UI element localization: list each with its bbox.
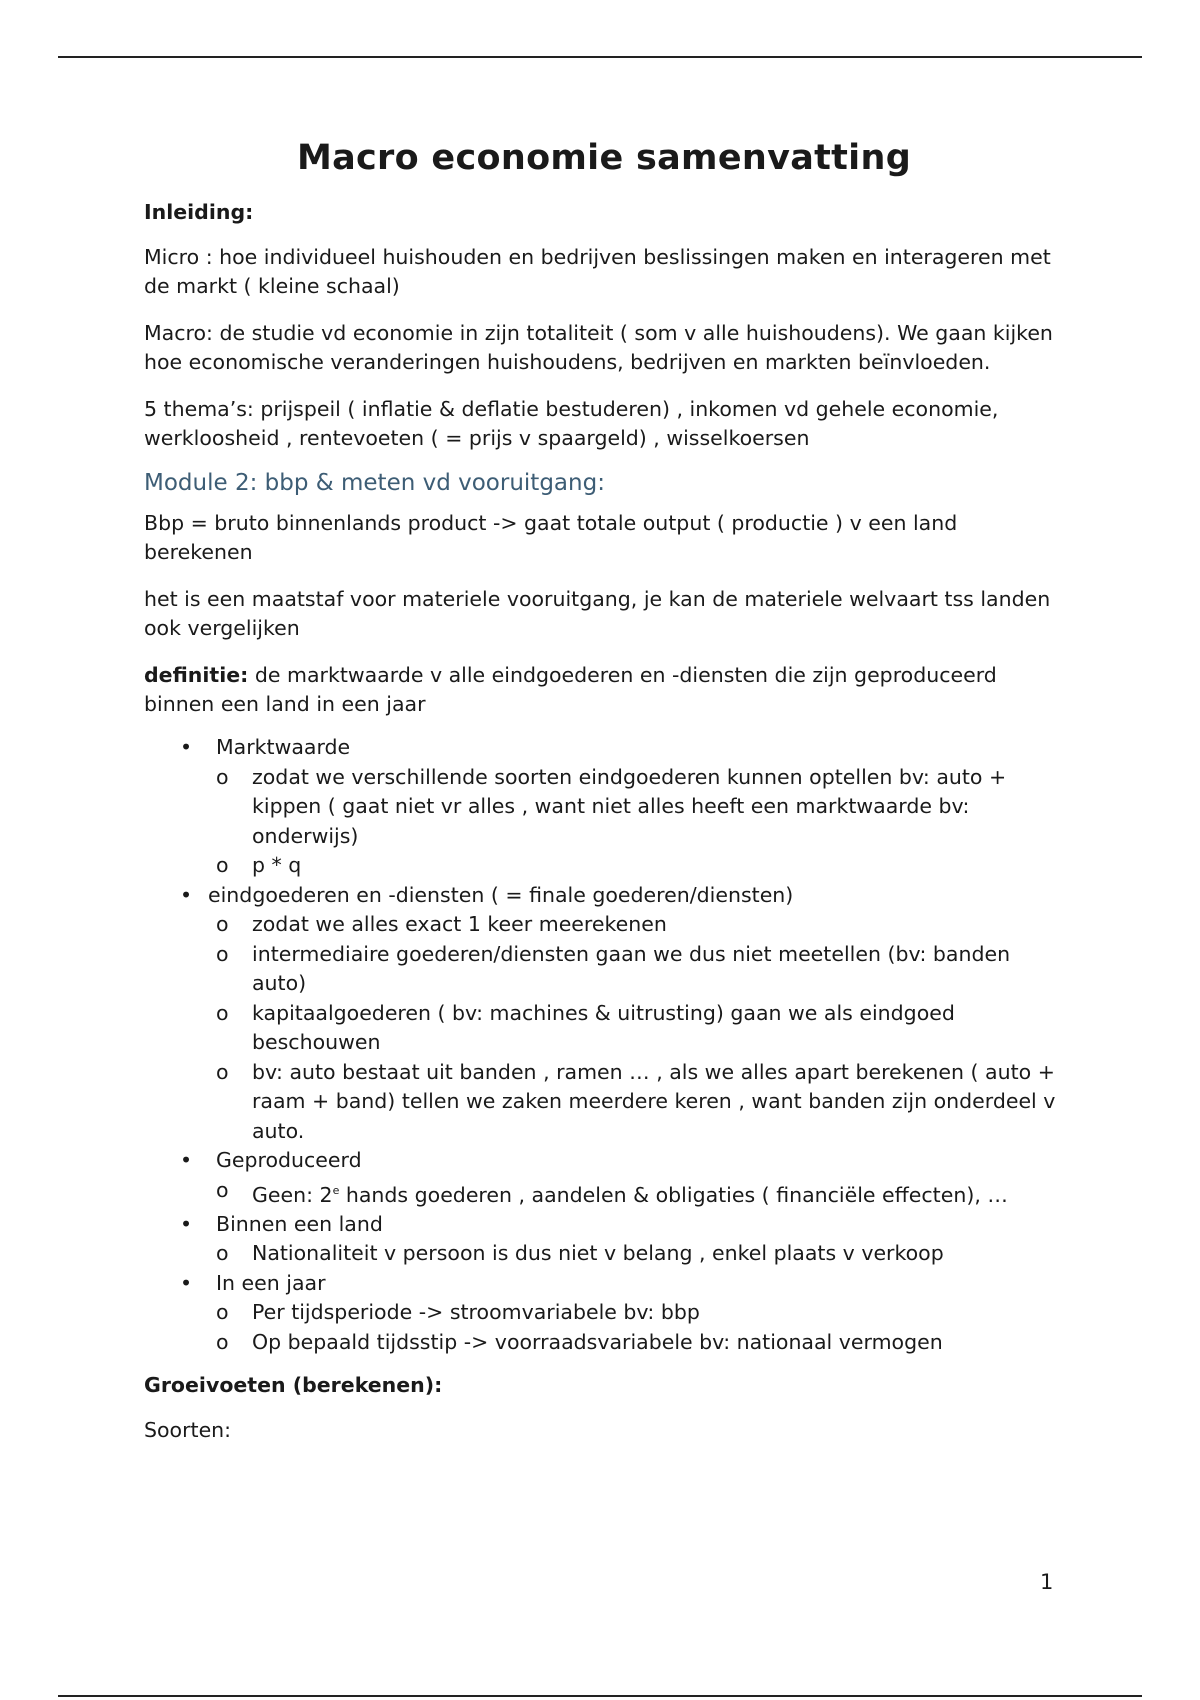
sub-list [216, 763, 1064, 881]
sub-list-item: o zodat we verschillende soorten eindgoederen kunnen optellen bv: auto + kippen ( gaat niet vr alles , want niet alles heeft een marktwaarde bv: onderwijs) [216, 763, 1064, 852]
list-item [144, 1146, 1064, 1210]
sub-list-item: o Geen: 2e hands goederen , aandelen & obligaties ( financiële effecten), … [216, 1176, 1064, 1210]
definition-text: de marktwaarde v alle eindgoederen en -diensten die zijn geproduceerd binnen een land in een jaar [144, 663, 997, 716]
sub-list [216, 910, 1064, 1146]
sub-list-item: o intermediaire goederen/diensten gaan we dus niet meetellen (bv: banden auto) [216, 940, 1064, 999]
growth-heading: Groeivoeten (berekenen): [144, 1373, 443, 1398]
definition-bullet-list [144, 733, 1064, 1357]
module2-paragraph-maatstaf: het is een maatstaf voor materiele vooruitgang, je kan de materiele welvaart tss landen ook vergelijken [144, 587, 1051, 640]
sub-list [216, 1176, 1064, 1210]
sub-list-item: o Op bepaald tijdsstip -> voorraadsvariabele bv: nationaal vermogen [216, 1328, 1064, 1358]
sub-list-item: o zodat we alles exact 1 keer meerekenen [216, 910, 1064, 940]
list-item [144, 1210, 1064, 1269]
sub-list [216, 1298, 1064, 1357]
bullet-label: In een jaar [216, 1270, 326, 1295]
intro-heading: Inleiding: [144, 200, 254, 224]
sub-list-item: o p * q [216, 851, 1064, 881]
intro-paragraph-macro: Macro: de studie vd economie in zijn totaliteit ( som v alle huishoudens). We gaan kijken hoe economische veranderingen huishoudens, bedrijven en markten beïnvloeden. [144, 321, 1053, 374]
document-title: Macro economie samenvatting [296, 138, 912, 178]
sub-list [216, 1239, 1064, 1269]
intro-paragraph-themes: 5 thema’s: prijspeil ( inflatie & deflatie bestuderen) , inkomen vd gehele economie, werkloosheid , rentevoeten ( = prijs v spaargeld) , wisselkoersen [144, 397, 999, 450]
list-item [144, 1269, 1064, 1358]
sub-list-item: o bv: auto bestaat uit banden , ramen … , als we alles apart berekenen ( auto + raam + band) tellen we zaken meerdere keren , want banden zijn onderdeel v auto. [216, 1058, 1064, 1147]
growth-sorts: Soorten: [144, 1418, 232, 1443]
module2-paragraph-bbp: Bbp = bruto binnenlands product -> gaat totale output ( productie ) v een land berekenen [144, 511, 958, 564]
document-page [144, 138, 1064, 1463]
sub-list-item: o kapitaalgoederen ( bv: machines & uitrusting) gaan we als eindgoed beschouwen [216, 999, 1064, 1058]
sub-list-item: o Nationaliteit v persoon is dus niet v belang , enkel plaats v verkoop [216, 1239, 1064, 1269]
bottom-rule [58, 1695, 1142, 1697]
list-item [144, 733, 1064, 881]
intro-paragraph-micro: Micro : hoe individueel huishouden en bedrijven beslissingen maken en interageren met de markt ( kleine schaal) [144, 245, 1051, 298]
top-rule [58, 56, 1142, 58]
page-number: 1 [1040, 1570, 1054, 1594]
module2-heading: Module 2: bbp & meten vd vooruitgang: [144, 470, 605, 496]
definition-label: definitie: [144, 663, 249, 687]
bullet-label: Geproduceerd [216, 1148, 362, 1172]
sub-list-item: o Per tijdsperiode -> stroomvariabele bv: bbp [216, 1298, 1064, 1328]
definition-paragraph [144, 661, 1064, 719]
bullet-label: Binnen een land [216, 1211, 383, 1236]
bullet-label: Marktwaarde [216, 735, 351, 759]
list-item [144, 881, 1064, 1147]
bullet-label: eindgoederen en -diensten ( = finale goederen/diensten) [208, 882, 794, 907]
